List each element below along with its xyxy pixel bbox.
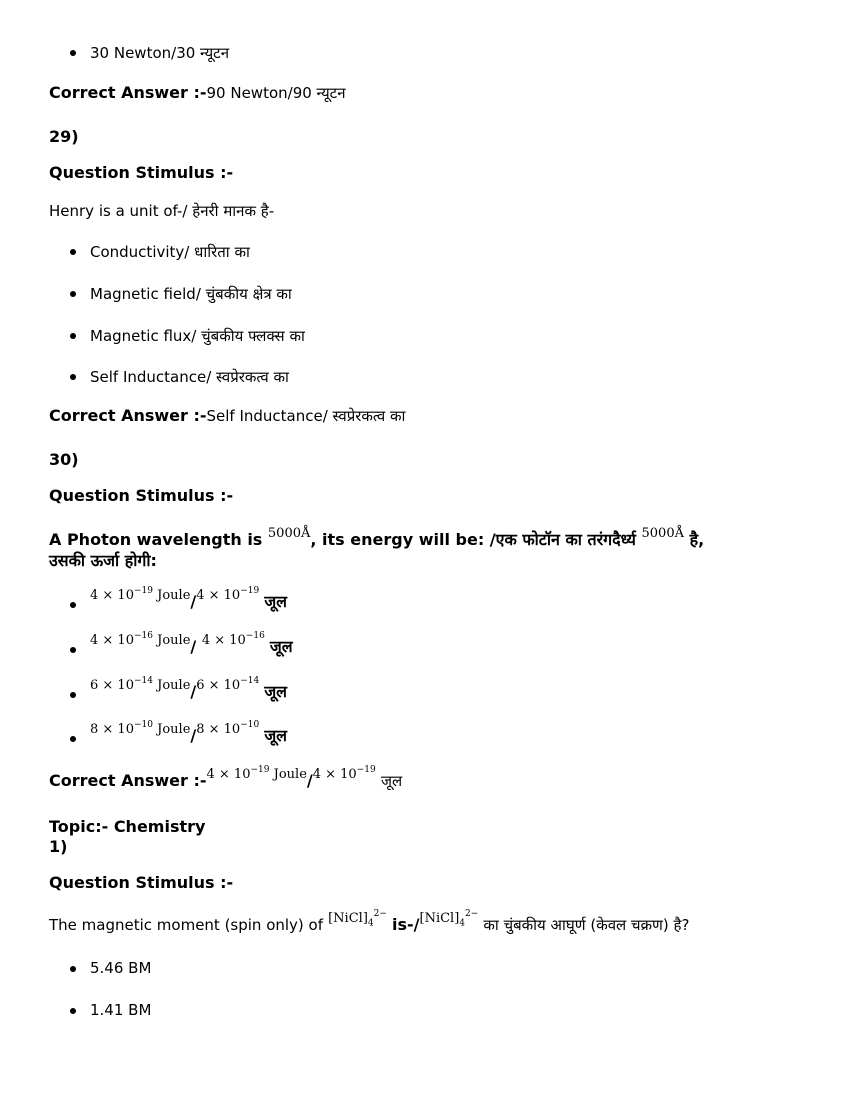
bullet-icon	[70, 602, 76, 608]
wavelength-formula: 5000Å	[641, 526, 684, 541]
bullet-icon	[70, 1008, 76, 1014]
correct-answer-value: Self Inductance/ स्वप्रेरकत्व का	[206, 407, 406, 425]
correct-answer-line	[49, 406, 405, 426]
option-text: Self Inductance/ स्वप्रेरकत्व का	[90, 368, 289, 386]
bullet-icon	[70, 50, 76, 56]
bullet-icon	[70, 333, 76, 339]
option-text: $^{6 \times 10^{-14} Joule}$/$^{6 \times 10^{-14}}$ जूल	[90, 676, 288, 701]
option-text: Magnetic flux/ चुंबकीय फ्लक्स का	[90, 327, 305, 345]
correct-answer-line: Correct Answer :-$^{4 \times 10^{-19} Joule}$/$^{4 \times 10^{-19}}$ जूल	[49, 765, 403, 790]
topic-heading: Topic:- Chemistry	[49, 817, 206, 836]
bullet-icon	[70, 692, 76, 698]
option-text: 1.41 BM	[90, 1001, 152, 1019]
option-text: 5.46 BM	[90, 959, 152, 977]
bullet-icon	[70, 736, 76, 742]
question-text-line2: उसकी ऊर्जा होगी:	[49, 551, 157, 570]
question-number: 30)	[49, 450, 79, 469]
question-stimulus-label: Question Stimulus :-	[49, 163, 234, 182]
correct-answer-label: Correct Answer :-	[49, 83, 207, 102]
bullet-icon	[70, 374, 76, 380]
option-text: 30 Newton/30 न्यूटन	[90, 44, 230, 62]
wavelength-formula: 5000Å	[267, 526, 311, 541]
complex-formula: [NiCl]42−	[328, 909, 387, 929]
question-number: 1)	[49, 837, 68, 856]
bullet-icon	[70, 249, 76, 255]
correct-answer-line	[49, 83, 346, 103]
option-text: Conductivity/ धारिता का	[90, 243, 250, 261]
correct-answer-value: 90 Newton/90 न्यूटन	[206, 84, 346, 102]
bullet-icon	[70, 966, 76, 972]
correct-answer-label: Correct Answer :-	[49, 771, 207, 790]
bullet-icon	[70, 291, 76, 297]
option-text: $^{8 \times 10^{-10} Joule}$/$^{8 \times 10^{-10}}$ जूल	[90, 720, 288, 745]
question-text: The magnetic moment (spin only) of $^{[NiCl]_4^{2-}}$ is-/$^{[NiCl]_4^{2-}}$ का चुंबकीय आघूर्ण (केवल चक्रण) है?	[49, 909, 690, 934]
complex-formula: [NiCl]42−	[419, 909, 479, 929]
option-text: $^{4 \times 10^{-19} Joule}$/$^{4 \times 10^{-19}}$ जूल	[90, 586, 288, 611]
question-number: 29)	[49, 127, 79, 146]
option-text: Magnetic field/ चुंबकीय क्षेत्र का	[90, 285, 292, 303]
question-text: A Photon wavelength is $^{5000Å}$, its energy will be: /एक फोटॉन का तरंगदैर्ध्य $^{5000Å}$ है,	[49, 526, 705, 549]
option-text: $^{4 \times 10^{-16} Joule}$/ $^{4 \times 10^{-16}}$ जूल	[90, 631, 293, 656]
correct-answer-label: Correct Answer :-	[49, 406, 207, 425]
question-text: Henry is a unit of-/ हेनरी मानक है-	[49, 202, 275, 220]
bullet-icon	[70, 647, 76, 653]
question-stimulus-label: Question Stimulus :-	[49, 873, 234, 892]
question-stimulus-label: Question Stimulus :-	[49, 486, 234, 505]
